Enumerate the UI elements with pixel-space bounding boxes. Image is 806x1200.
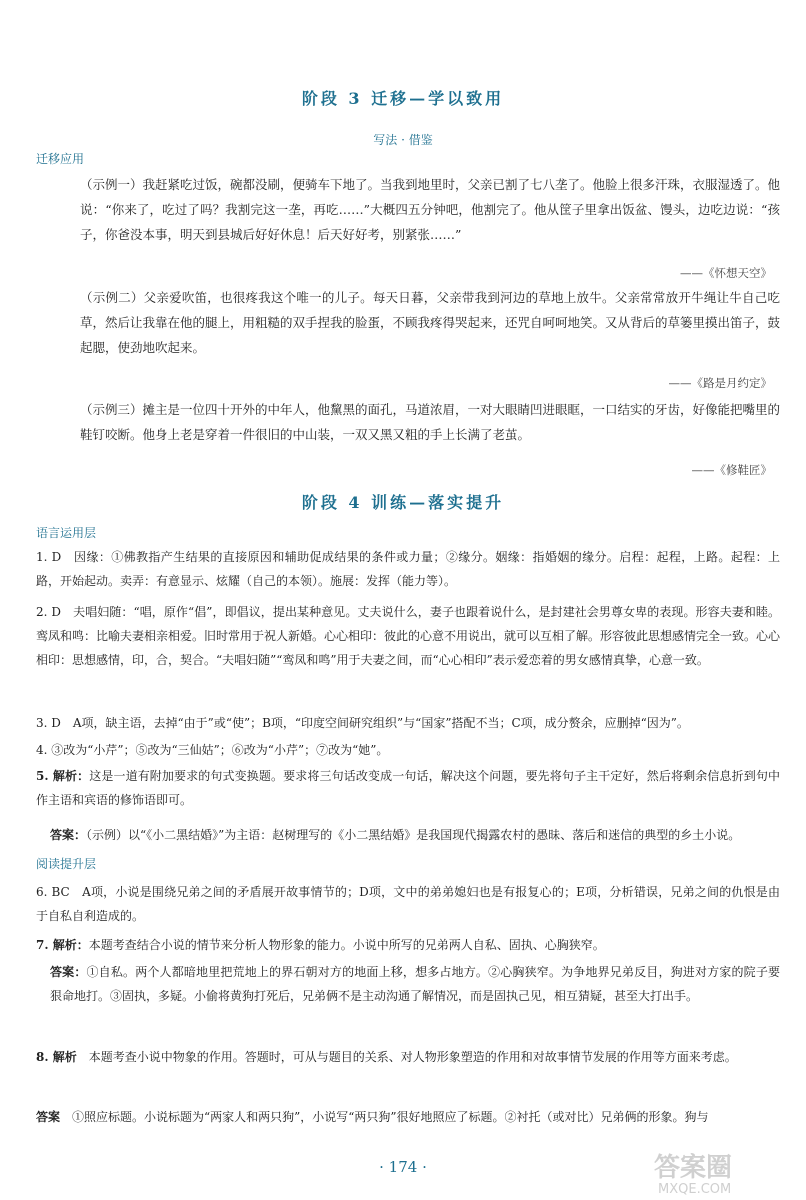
page-number: · 174 · bbox=[379, 1158, 427, 1176]
answer-8-detail-text: ①照应标题。小说标题为“两家人和两只狗”，小说写“两只狗”很好地照应了标题。②衬托（或对比）兄弟俩的形象。狗与 bbox=[72, 1110, 709, 1124]
answer-item-4: 4. ③改为“小芹”；⑤改为“三仙姑”；⑥改为“小芹”；⑦改为“她”。 bbox=[36, 743, 389, 757]
answer-label-5: 5. 解析： bbox=[36, 769, 90, 783]
answer-item-5 bbox=[36, 764, 780, 812]
answer-item-8 bbox=[36, 1045, 780, 1069]
answer-item-1: 1. D 因缘：①佛教指产生结果的直接原因和辅助促成结果的条件或力量；②缘分。姻缘：指婚姻的缘分。启程：起程，上路。起程：上路，开始起动。卖弄：有意显示、炫耀（自己的本领）。施展：发挥（能力等）。 bbox=[36, 550, 780, 588]
section-label-reading: 阅读提升层 bbox=[36, 857, 97, 871]
answer-item-6: 6. BC A项，小说是围绕兄弟之间的矛盾展开故事情节的；D项，文中的弟弟媳妇也是有报复心的；E项，分析错误，兄弟之间的仇恨是由于自私自利造成的。 bbox=[36, 885, 780, 923]
answer-8-detail-label: 答案 bbox=[36, 1110, 73, 1124]
section-label-language: 语言运用层 bbox=[36, 526, 97, 540]
answer-7-detail-text: ①自私。两个人都暗地里把荒地上的界石朝对方的地面上移，想多占地方。②心胸狭窄。为争地界兄弟反目，狗进对方家的院子要狠命地打。③固执，多疑。小偷将黄狗打死后，兄弟俩不是主动沟通了解情况，而是固执己见，相互猜疑，甚至大打出手。 bbox=[50, 965, 780, 1003]
svg-text:答案圈: 答案圈 bbox=[654, 1153, 733, 1183]
stage3-title: 阶段 3 迁移—学以致用 bbox=[301, 89, 505, 108]
answer-label-8: 8. 解析 bbox=[36, 1050, 89, 1064]
example-1: （示例一）我赶紧吃过饭，碗都没刷，便骑车下地了。当我到地里时，父亲已割了七八垄了。他脸上很多汗珠，衣服湿透了。他说：“你来了，吃过了吗？我割完这一垄，再吃……”大概四五分钟吧，他割完了。他从筐子里拿出饭盆、馒头，边吃边说：“孩子，你爸没本事，明天到县城后好好休息！后天好好考，别紧张……” bbox=[80, 177, 781, 242]
answer-item-3: 3. D A项，缺主语，去掉“由于”或“使”；B项，“印度空间研究组织”与“国家”搭配不当；C项，成分赘余，应删掉“因为”。 bbox=[36, 716, 689, 730]
example-3-source: ——《修鞋匠》 bbox=[691, 463, 772, 477]
answer-5-detail-label: 答案： bbox=[50, 828, 87, 842]
answer-item-2: 2. D 夫唱妇随：“唱，原作“倡”，即倡议，提出某种意见。丈夫说什么，妻子也跟着说什么，是封建社会男尊女卑的表现。形容夫妻和睦。鸾凤和鸣：比喻夫妻相亲相爱。旧时常用于祝人新婚。心心相印：彼此的心意不用说出，就可以互相了解。形容彼此思想感情完全一致。心心相印：思想感情，印，合，契合。“夫唱妇随”“鸾凤和鸣”用于夫妻之间，而“心心相印”表示爱恋着的男女感情真挚，心意一致。 bbox=[36, 605, 781, 667]
answer-item-7 bbox=[36, 933, 780, 957]
answer-text-5: 这是一道有附加要求的句式变换题。要求将三句话改变成一句话，解决这个问题，要先将句子主干定好，然后将剩余信息折到句中作主语和宾语的修饰语即可。 bbox=[36, 769, 780, 807]
answer-text-8: 本题考查小说中物象的作用。答题时，可从与题目的关系、对人物形象塑造的作用和对故事情节发展的作用等方面来考虑。 bbox=[88, 1050, 737, 1064]
example-2: （示例二）父亲爱吹笛，也很疼我这个唯一的儿子。每天日暮，父亲带我到河边的草地上放牛。父亲常常放开牛绳让牛自己吃草，然后让我靠在他的腿上，用粗糙的双手捏我的脸蛋，不顾我疼得哭起来，还咒自呵呵地笑。又从背后的草篓里摸出笛子，鼓起腮，使劲地吹起来。 bbox=[80, 290, 781, 355]
example-1-source: ——《怀想天空》 bbox=[680, 266, 772, 280]
answer-8-detail bbox=[36, 1105, 780, 1129]
answer-5-detail bbox=[50, 823, 780, 847]
stage3-subtitle: 写法 · 借鉴 bbox=[373, 133, 433, 147]
svg-text:MXQE.COM: MXQE.COM bbox=[658, 1182, 732, 1196]
answer-label-7: 7. 解析： bbox=[36, 938, 89, 952]
answer-5-detail-text: （示例）以“《小二黑结婚》”为主语：赵树理写的《小二黑结婚》是我国现代揭露农村的愚昧、落后和迷信的典型的乡土小说。 bbox=[86, 828, 741, 842]
watermark-logo bbox=[648, 1150, 798, 1196]
stage4-title: 阶段 4 训练—落实提升 bbox=[301, 493, 505, 512]
answer-7-detail bbox=[50, 960, 780, 1008]
answer-7-detail-label: 答案： bbox=[50, 965, 87, 979]
example-3: （示例三）摊主是一位四十开外的中年人，他黧黑的面孔，马道浓眉，一对大眼睛凹进眼眶，一口结实的牙齿，好像能把嘴里的鞋钉咬断。他身上老是穿着一件很旧的中山装，一双又黑又粗的手上长满了老茧。 bbox=[80, 402, 781, 442]
section-label-transfer: 迁移应用 bbox=[36, 152, 85, 166]
answer-text-7: 本题考查结合小说的情节来分析人物形象的能力。小说中所写的兄弟两人自私、固执、心胸狭窄。 bbox=[88, 938, 605, 952]
example-2-source: ——《路是月约定》 bbox=[668, 376, 772, 390]
